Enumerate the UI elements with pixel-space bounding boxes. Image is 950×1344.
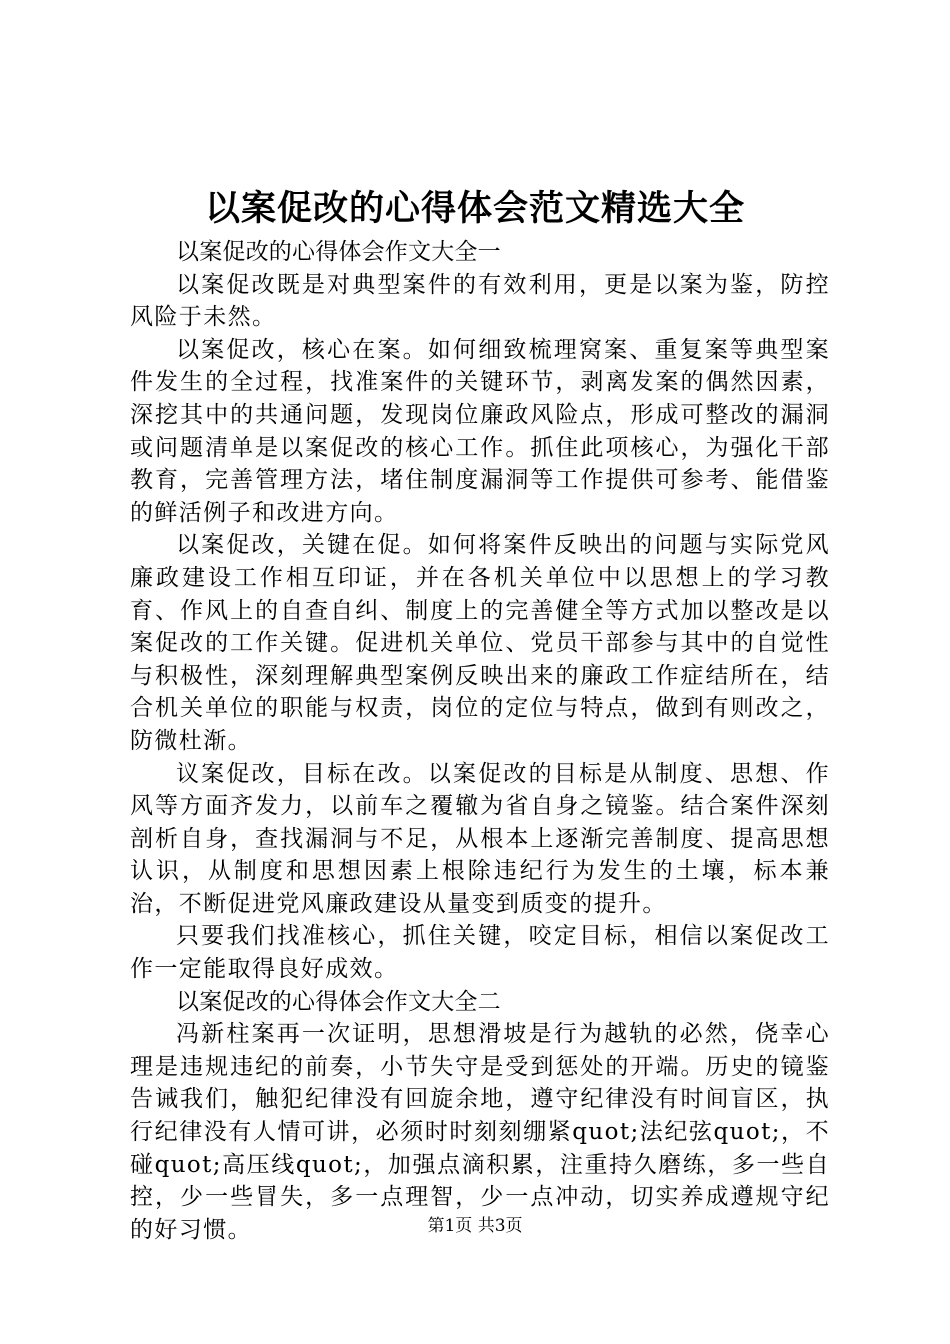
paragraph: 以案促改，核心在案。如何细致梳理窝案、重复案等典型案件发生的全过程，找准案件的关键环节，剥离发案的偶然因素，深挖其中的共通问题，发现岗位廉政风险点，形成可整改的漏洞或问题清单是以案促改的核心工作。抓住此项核心，为强化干部教育，完善管理方法，堵住制度漏洞等工作提供可参考、能借鉴的鲜活例子和改进方向。 (130, 336, 830, 526)
paragraph: 以案促改既是对典型案件的有效利用，更是以案为鉴，防控风险于未然。 (130, 271, 830, 331)
page-number-footer: 第1页 共3页 (427, 1216, 523, 1236)
section-heading: 以案促改的心得体会作文大全二 (176, 988, 501, 1015)
paragraph: 以案促改，关键在促。如何将案件反映出的问题与实际党风廉政建设工作相互印证，并在各机关单位中以思想上的学习教育、作风上的自查自纠、制度上的完善健全等方式加以整改是以案促改的工作关键。促进机关单位、党员干部参与其中的自觉性与积极性，深刻理解典型案例反映出来的廉政工作症结所在，结合机关单位的职能与权责，岗位的定位与特点，做到有则改之，防微杜渐。 (130, 532, 830, 754)
paragraph: 议案促改，目标在改。以案促改的目标是从制度、思想、作风等方面齐发力，以前车之覆辙为省自身之镜鉴。结合案件深刻剖析自身，查找漏洞与不足，从根本上逐渐完善制度、提高思想认识，从制度和思想因素上根除违纪行为发生的土壤，标本兼治，不断促进党风廉政建设从量变到质变的提升。 (130, 760, 830, 917)
paragraph: 只要我们找准核心，抓住关键，咬定目标，相信以案促改工作一定能取得良好成效。 (130, 923, 830, 983)
document-title: 以案促改的心得体会范文精选大全 (204, 188, 745, 229)
section-heading: 以案促改的心得体会作文大全一 (176, 239, 501, 265)
paragraph: 冯新柱案再一次证明，思想滑坡是行为越轨的必然，侥幸心理是违规违纪的前奏，小节失守是受到惩处的开端。历史的镜鉴告诫我们，触犯纪律没有回旋余地，遵守纪律没有时间盲区，执行纪律没有人情可讲，必须时时刻刻绷紧quot;法纪弦quot;，不碰quot;高压线quot;，加强点滴积累，注重持久磨练，多一些自控，少一些冒失，多一点理智，少一点冲动，切实养成遵规守纪的好习惯。 (130, 1021, 830, 1243)
document-body (130, 236, 830, 1246)
